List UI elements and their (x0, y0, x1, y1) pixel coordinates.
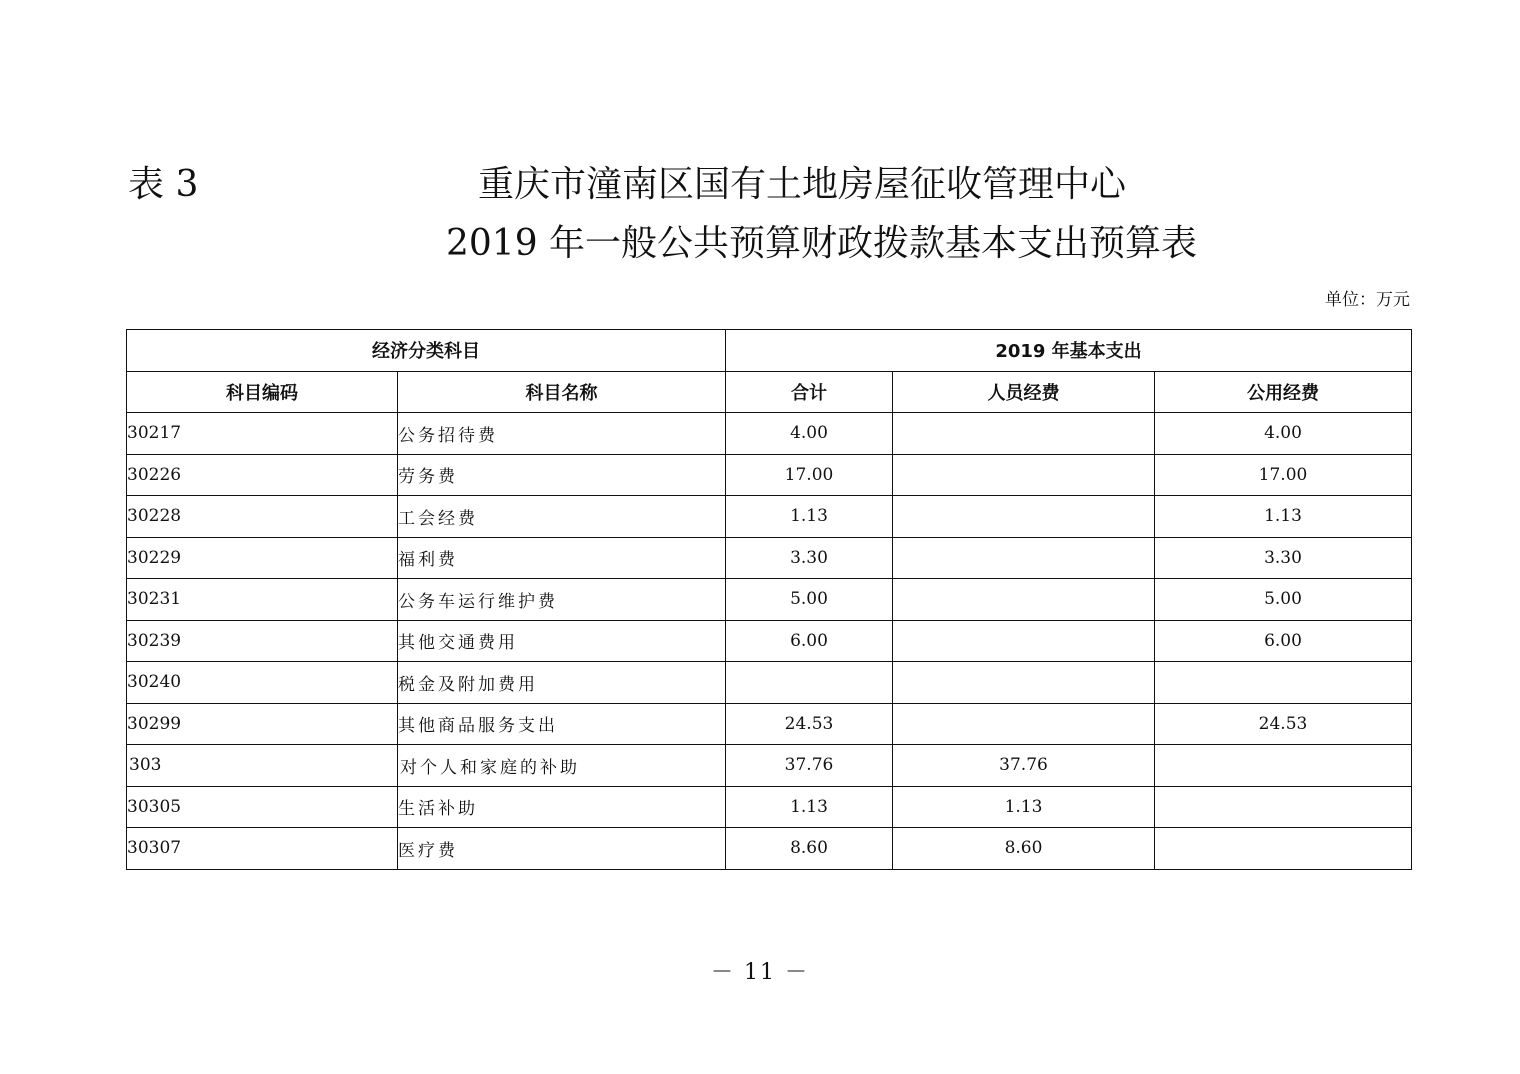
cell-total (726, 662, 893, 704)
cell-public: 24.53 (1155, 703, 1412, 745)
cell-total: 4.00 (726, 413, 893, 455)
cell-name: 其他商品服务支出 (398, 703, 726, 745)
budget-table (126, 329, 1412, 870)
cell-personnel (893, 537, 1155, 579)
cell-total: 37.76 (726, 745, 893, 787)
col-header-code: 科目编码 (127, 371, 398, 413)
cell-name: 公务车运行维护费 (398, 579, 726, 621)
unit-label: 单位：万元 (1325, 290, 1410, 310)
table-row (127, 786, 1412, 828)
cell-code: 30231 (127, 579, 398, 621)
cell-public (1155, 745, 1412, 787)
cell-total: 3.30 (726, 537, 893, 579)
table-row (127, 413, 1412, 455)
cell-public: 1.13 (1155, 496, 1412, 538)
table-row (127, 496, 1412, 538)
cell-code: 30217 (127, 413, 398, 455)
cell-name: 福利费 (398, 537, 726, 579)
table-row (127, 620, 1412, 662)
table-row (127, 828, 1412, 870)
document-title-line2: 2019 年一般公共预算财政拨款基本支出预算表 (446, 223, 1198, 264)
table-row (127, 662, 1412, 704)
cell-total: 5.00 (726, 579, 893, 621)
cell-public (1155, 828, 1412, 870)
column-header-row (127, 371, 1412, 413)
cell-personnel (893, 454, 1155, 496)
cell-code: 30229 (127, 537, 398, 579)
table-row (127, 537, 1412, 579)
cell-public: 3.30 (1155, 537, 1412, 579)
document-title-line1: 重庆市潼南区国有土地房屋征收管理中心 (478, 164, 1127, 205)
cell-public (1155, 786, 1412, 828)
cell-total: 1.13 (726, 496, 893, 538)
cell-total: 17.00 (726, 454, 893, 496)
cell-code: 30299 (127, 703, 398, 745)
cell-name: 医疗费 (398, 828, 726, 870)
cell-code: 30307 (127, 828, 398, 870)
cell-name: 生活补助 (398, 786, 726, 828)
cell-code: 303 (127, 745, 398, 787)
cell-public: 6.00 (1155, 620, 1412, 662)
cell-total: 6.00 (726, 620, 893, 662)
page-number: － 11 － (711, 960, 809, 985)
cell-personnel (893, 662, 1155, 704)
basic-expense-header: 2019 年基本支出 (726, 330, 1412, 372)
table-number: 表 3 (128, 164, 199, 205)
cell-name: 其他交通费用 (398, 620, 726, 662)
cell-code: 30226 (127, 454, 398, 496)
cell-personnel: 1.13 (893, 786, 1155, 828)
cell-code: 30239 (127, 620, 398, 662)
cell-public: 5.00 (1155, 579, 1412, 621)
cell-code: 30240 (127, 662, 398, 704)
table-row (127, 745, 1412, 787)
cell-personnel (893, 620, 1155, 662)
cell-public: 17.00 (1155, 454, 1412, 496)
cell-name: 工会经费 (398, 496, 726, 538)
table-row (127, 703, 1412, 745)
cell-public: 4.00 (1155, 413, 1412, 455)
table-row (127, 579, 1412, 621)
group-header-row (127, 330, 1412, 372)
cell-name: 公务招待费 (398, 413, 726, 455)
cell-name: 劳务费 (398, 454, 726, 496)
col-header-public: 公用经费 (1155, 371, 1412, 413)
col-header-name: 科目名称 (398, 371, 726, 413)
col-header-total: 合计 (726, 371, 893, 413)
cell-code: 30305 (127, 786, 398, 828)
cell-personnel: 37.76 (893, 745, 1155, 787)
cell-total: 8.60 (726, 828, 893, 870)
cell-name: 对个人和家庭的补助 (398, 745, 726, 787)
table-row (127, 454, 1412, 496)
cell-code: 30228 (127, 496, 398, 538)
cell-personnel (893, 496, 1155, 538)
cell-public (1155, 662, 1412, 704)
cell-name: 税金及附加费用 (398, 662, 726, 704)
cell-personnel (893, 703, 1155, 745)
cell-personnel: 8.60 (893, 828, 1155, 870)
econ-class-header: 经济分类科目 (127, 330, 726, 372)
cell-personnel (893, 413, 1155, 455)
cell-total: 24.53 (726, 703, 893, 745)
cell-personnel (893, 579, 1155, 621)
col-header-personnel: 人员经费 (893, 371, 1155, 413)
cell-total: 1.13 (726, 786, 893, 828)
